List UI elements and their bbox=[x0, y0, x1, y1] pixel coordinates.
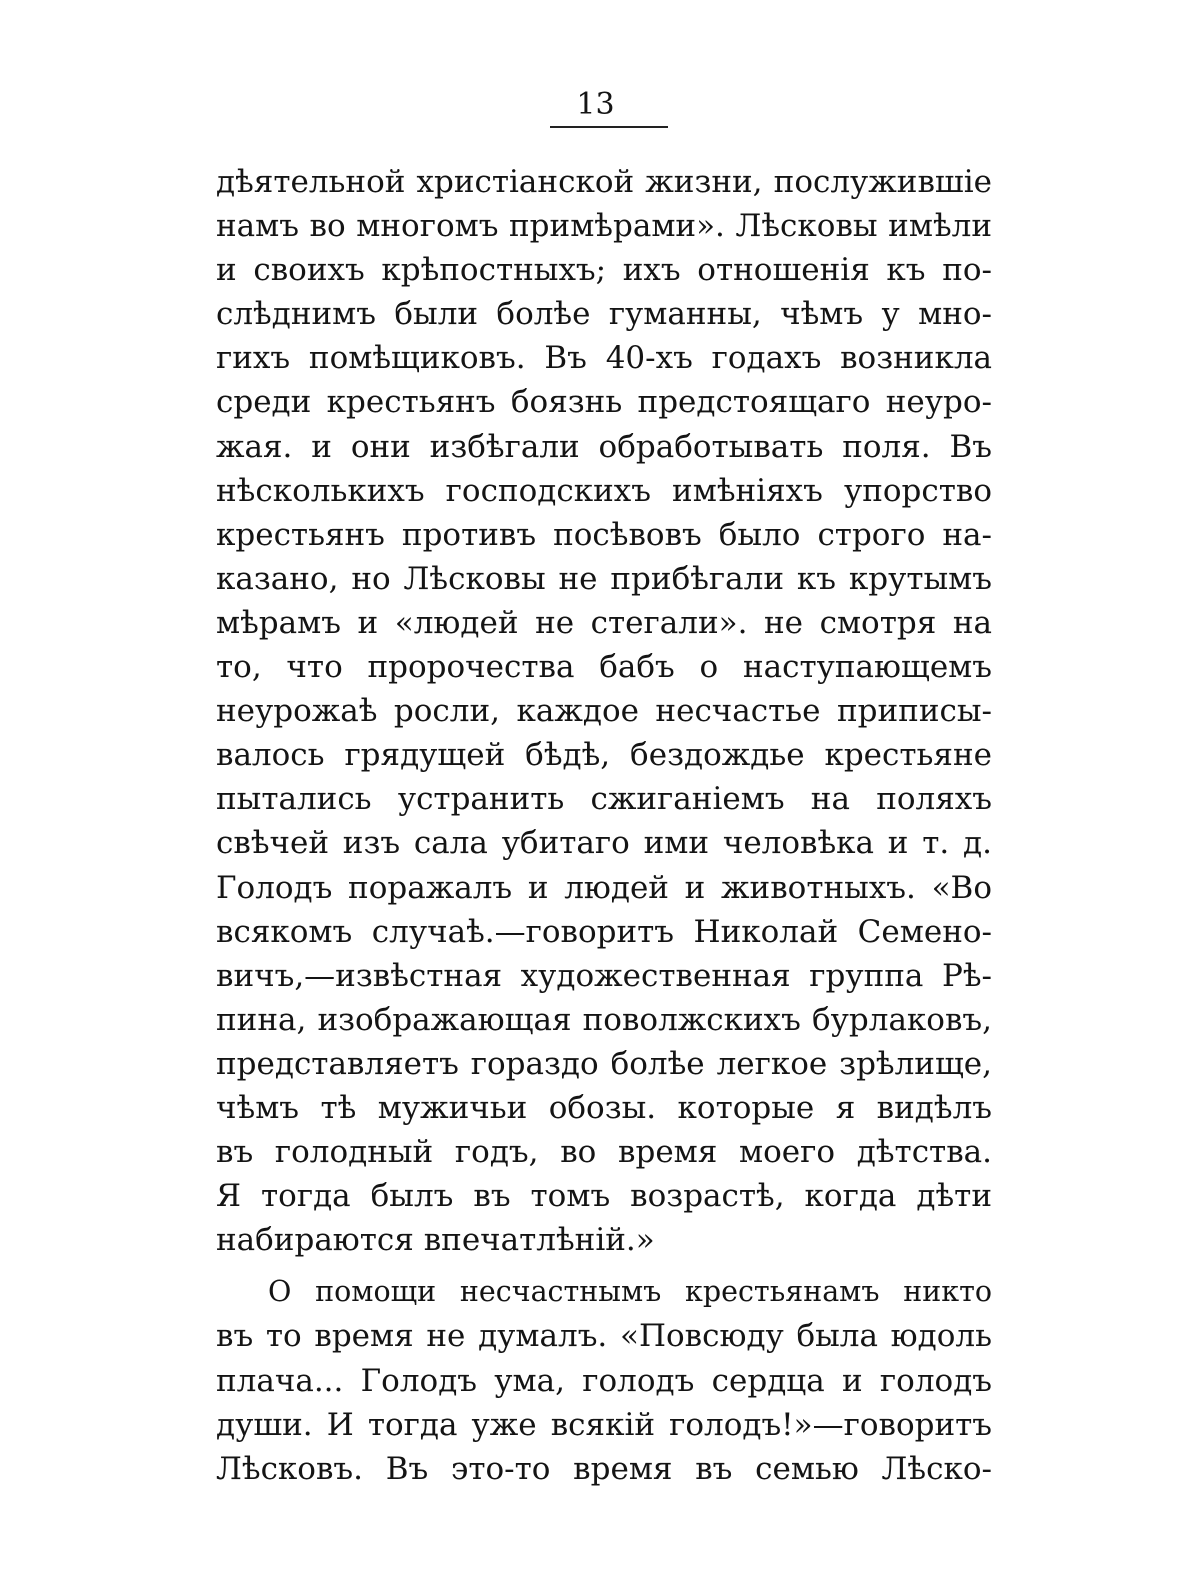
text-line: представляетъ гораздо болѣе легкое зрѣлище, bbox=[216, 1045, 992, 1082]
text-line: Я тогда былъ въ томъ возрастѣ, когда дѣти bbox=[216, 1178, 992, 1215]
text-line: то, что пророчества бабъ о наступающемъ bbox=[216, 649, 992, 686]
paragraph-gap bbox=[216, 1262, 992, 1270]
text-line: гихъ помѣщиковъ. Въ 40-хъ годахъ возникла bbox=[216, 340, 992, 377]
text-line: чѣмъ тѣ мужичьи обозы. которые я видѣлъ bbox=[216, 1089, 992, 1126]
text-line: среди крестьянъ боязнь предстоящаго неуро- bbox=[216, 384, 992, 421]
text-line: души. И тогда уже всякій голодъ!»—говоритъ bbox=[216, 1406, 992, 1443]
text-line: слѣднимъ были болѣе гуманны, чѣмъ у мно- bbox=[216, 296, 992, 333]
text-line: Голодъ поражалъ и людей и животныхъ. «Во bbox=[216, 869, 992, 906]
text-line: вичъ,—извѣстная художественная группа Рѣ- bbox=[216, 957, 992, 994]
text-line: намъ во многомъ примѣрами». Лѣсковы имѣли bbox=[216, 208, 992, 245]
text-line: и своихъ крѣпостныхъ; ихъ отношенія къ по- bbox=[216, 252, 992, 289]
paragraph-2 bbox=[216, 1270, 992, 1490]
text-line: дѣятельной христіанской жизни, послужившіе bbox=[216, 164, 992, 200]
text-line: крестьянъ противъ посѣвовъ было строго на- bbox=[216, 516, 992, 553]
text-line: мѣрамъ и «людей не стегали». не смотря на bbox=[216, 604, 992, 641]
text-line: пина, изображающая поволжскихъ бурлаковъ, bbox=[216, 1001, 992, 1038]
text-line: Лѣсковъ. Въ это-то время въ семью Лѣско- bbox=[216, 1450, 992, 1487]
text-line: жая. и они избѣгали обработывать поля. Въ bbox=[216, 428, 992, 465]
page-number: 13 bbox=[576, 87, 615, 122]
text-line: пытались устранить сжиганіемъ на поляхъ bbox=[216, 781, 992, 818]
text-line: свѣчей изъ сала убитаго ими человѣка и т. д. bbox=[216, 825, 992, 862]
text-line: О помощи несчастнымъ крестьянамъ никто bbox=[268, 1275, 992, 1309]
text-line: казано, но Лѣсковы не прибѣгали къ крутымъ bbox=[216, 560, 992, 597]
text-line: всякомъ случаѣ.—говоритъ Николай Семено- bbox=[216, 913, 992, 950]
text-line: плача... Голодъ ума, голодъ сердца и голодъ bbox=[216, 1362, 992, 1399]
paragraph-1 bbox=[216, 160, 992, 1262]
header-rule bbox=[550, 126, 668, 128]
body-text bbox=[216, 160, 992, 1491]
text-line: валось грядущей бѣдѣ, бездождье крестьяне bbox=[216, 737, 992, 774]
text-line: набираются впечатлѣній.» bbox=[216, 1222, 655, 1259]
text-line: въ голодный годъ, во время моего дѣтства. bbox=[216, 1134, 992, 1171]
text-line: неурожаѣ росли, каждое несчастье приписы- bbox=[216, 693, 992, 730]
text-line: нѣсколькихъ господскихъ имѣніяхъ упорство bbox=[216, 472, 992, 509]
text-line: въ то время не думалъ. «Повсюду была юдоль bbox=[216, 1318, 992, 1355]
